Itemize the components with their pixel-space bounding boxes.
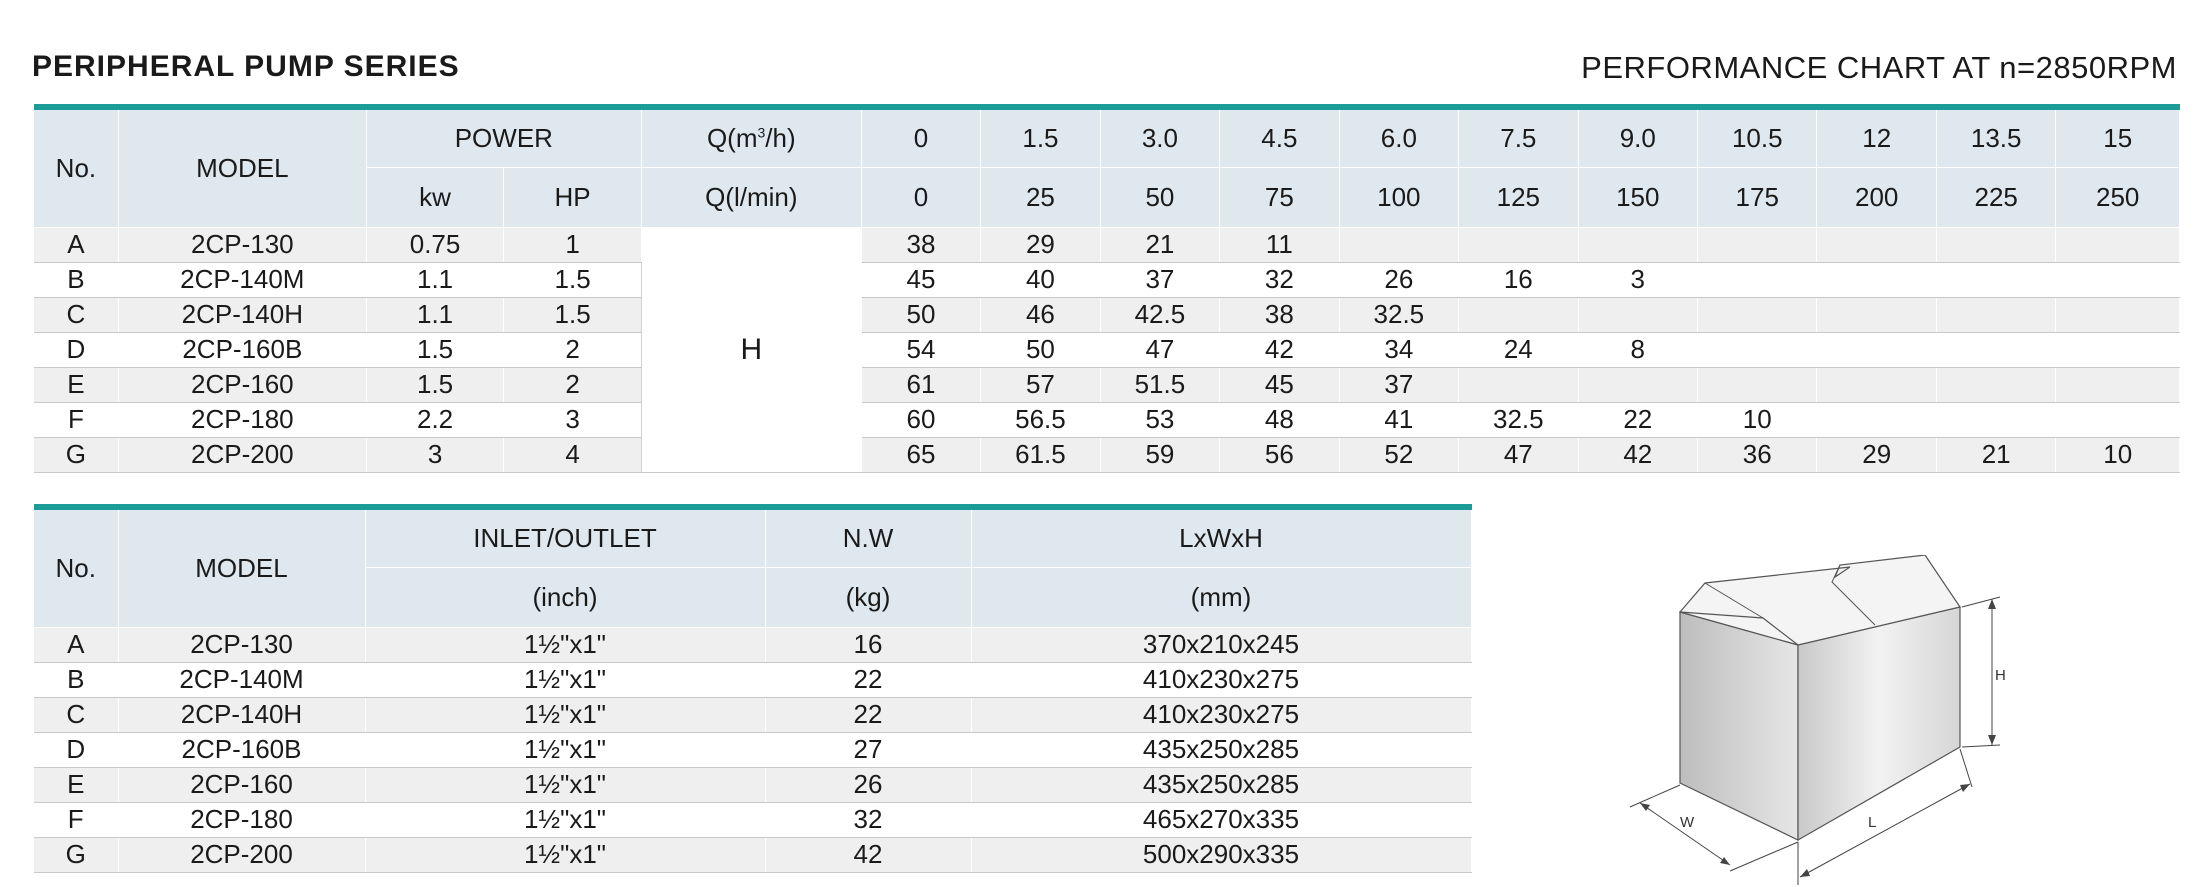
head-value: 38 [1220,297,1339,332]
col-no-header: No. [34,107,118,227]
head-value: 57 [981,367,1100,402]
row-no: D [34,732,118,767]
head-value: 10 [1698,402,1817,437]
row-lwh: 410x230x275 [971,697,1471,732]
head-value: 11 [1220,227,1339,262]
dim-col-no-header: No. [34,507,118,627]
dim-col-inlet-unit: (inch) [365,567,765,627]
head-value: 24 [1459,332,1578,367]
page-subtitle: PERFORMANCE CHART AT n=2850RPM [1581,50,2177,85]
row-kw: 3 [366,437,504,472]
row-no: F [34,402,118,437]
row-no: C [34,697,118,732]
row-inlet: 1½"x1" [365,802,765,837]
row-hp: 2 [504,367,642,402]
head-value: 32 [1220,262,1339,297]
head-value: 21 [1936,437,2055,472]
row-hp: 4 [504,437,642,472]
row-inlet: 1½"x1" [365,662,765,697]
head-value: 29 [981,227,1100,262]
head-value: 47 [1459,437,1578,472]
head-value [1817,297,1936,332]
table-row [34,332,2180,367]
q-lmin-value: 75 [1220,167,1339,227]
head-value: 41 [1339,402,1458,437]
row-no: E [34,767,118,802]
box-label-h: H [1995,667,2006,684]
head-value [1459,227,1578,262]
row-nw: 22 [765,662,971,697]
row-hp: 1.5 [504,262,642,297]
head-value [1698,367,1817,402]
row-no: E [34,367,118,402]
head-value [1936,402,2055,437]
row-model: 2CP-140M [118,262,366,297]
head-value [1936,297,2055,332]
head-value [1817,262,1936,297]
q-m3h-value: 10.5 [1698,107,1817,167]
head-value: 38 [861,227,980,262]
head-value [1936,367,2055,402]
row-model: 2CP-140H [118,297,366,332]
row-inlet: 1½"x1" [365,732,765,767]
head-value: 29 [1817,437,1936,472]
head-value: 50 [981,332,1100,367]
q-lmin-value: 100 [1339,167,1458,227]
row-no: A [34,227,118,262]
dim-col-model-header: MODEL [118,507,365,627]
row-hp: 1 [504,227,642,262]
row-no: B [34,262,118,297]
row-model: 2CP-160 [118,367,366,402]
head-value [1817,367,1936,402]
box-side-face [1680,612,1798,840]
head-value: 54 [861,332,980,367]
head-value [2056,367,2180,402]
row-kw: 1.1 [366,297,504,332]
head-value: 37 [1339,367,1458,402]
q-lmin-value: 25 [981,167,1100,227]
row-hp: 3 [504,402,642,437]
row-lwh: 465x270x335 [971,802,1471,837]
table-row [34,732,1471,767]
head-value [1817,402,1936,437]
row-inlet: 1½"x1" [365,627,765,662]
head-value: 61 [861,367,980,402]
row-lwh: 435x250x285 [971,732,1471,767]
row-kw: 0.75 [366,227,504,262]
table-row [34,402,2180,437]
row-no: D [34,332,118,367]
head-value [2056,262,2180,297]
head-value [1459,297,1578,332]
row-model: 2CP-160 [118,767,365,802]
head-value: 22 [1578,402,1697,437]
row-model: 2CP-160B [118,732,365,767]
head-value: 32.5 [1339,297,1458,332]
q-lmin-value: 0 [861,167,980,227]
row-nw: 42 [765,837,971,872]
head-value [1698,227,1817,262]
head-value [1817,332,1936,367]
head-value: 42 [1578,437,1697,472]
head-value: 59 [1100,437,1219,472]
table-row [34,697,1471,732]
head-value: 37 [1100,262,1219,297]
head-value [1936,262,2055,297]
head-value: 65 [861,437,980,472]
row-no: C [34,297,118,332]
head-value: 42.5 [1100,297,1219,332]
col-kw-header: kw [366,167,504,227]
table-row [34,262,2180,297]
head-value: 32.5 [1459,402,1578,437]
dim-col-nw-header: N.W [765,507,971,567]
head-value [1698,297,1817,332]
row-nw: 27 [765,732,971,767]
carton-box-diagram [1600,555,2020,885]
q-lmin-value: 200 [1817,167,1936,227]
col-power-header: POWER [366,107,641,167]
row-nw: 16 [765,627,971,662]
table-row [34,297,2180,332]
q-m3h-value: 9.0 [1578,107,1697,167]
head-value: 16 [1459,262,1578,297]
q-m3h-value: 7.5 [1459,107,1578,167]
row-no: F [34,802,118,837]
q-m3h-value: 0 [861,107,980,167]
head-value: 56.5 [981,402,1100,437]
row-no: G [34,437,118,472]
row-model: 2CP-140M [118,662,365,697]
head-label-cell: H [641,227,861,472]
head-value: 56 [1220,437,1339,472]
row-hp: 1.5 [504,297,642,332]
q-m3h-value: 15 [2056,107,2180,167]
head-value: 60 [861,402,980,437]
head-value [2056,297,2180,332]
row-nw: 26 [765,767,971,802]
head-value: 21 [1100,227,1219,262]
row-no: B [34,662,118,697]
head-value [1817,227,1936,262]
head-value [1936,227,2055,262]
row-model: 2CP-130 [118,627,365,662]
head-value: 3 [1578,262,1697,297]
dim-col-lwh-unit: (mm) [971,567,1471,627]
row-model: 2CP-140H [118,697,365,732]
box-front-face [1798,607,1960,840]
dimension-table [34,504,1472,873]
head-value: 48 [1220,402,1339,437]
head-value [1698,332,1817,367]
head-value: 47 [1100,332,1219,367]
head-value: 45 [1220,367,1339,402]
head-value: 10 [2056,437,2180,472]
head-value: 53 [1100,402,1219,437]
row-lwh: 500x290x335 [971,837,1471,872]
head-value: 42 [1220,332,1339,367]
row-kw: 1.5 [366,367,504,402]
head-value [2056,227,2180,262]
q-m3h-value: 4.5 [1220,107,1339,167]
head-value: 34 [1339,332,1458,367]
table-row [34,227,2180,262]
head-value: 50 [861,297,980,332]
row-model: 2CP-130 [118,227,366,262]
row-inlet: 1½"x1" [365,697,765,732]
performance-table [34,104,2180,473]
table-row [34,802,1471,837]
q-m3h-value: 3.0 [1100,107,1219,167]
head-value: 8 [1578,332,1697,367]
table-row [34,662,1471,697]
page-title: PERIPHERAL PUMP SERIES [32,50,460,83]
head-value: 36 [1698,437,1817,472]
col-q-lmin-header: Q(l/min) [641,167,861,227]
col-q-m3h-header: $Q(m^3/h)$ [641,107,861,167]
head-value [1698,262,1817,297]
row-inlet: 1½"x1" [365,837,765,872]
head-value: 40 [981,262,1100,297]
q-m3h-value: 13.5 [1936,107,2055,167]
head-value [1936,332,2055,367]
table-row [34,627,1471,662]
row-kw: 1.1 [366,262,504,297]
row-no: G [34,837,118,872]
head-value [1578,297,1697,332]
row-model: 2CP-160B [118,332,366,367]
head-value [2056,332,2180,367]
row-no: A [34,627,118,662]
table-row [34,837,1471,872]
q-m3h-value: 1.5 [981,107,1100,167]
q-lmin-value: 125 [1459,167,1578,227]
head-value: 26 [1339,262,1458,297]
head-value [1459,367,1578,402]
q-lmin-value: 225 [1936,167,2055,227]
head-value: 45 [861,262,980,297]
table-row [34,437,2180,472]
q-m3h-value: 6.0 [1339,107,1458,167]
head-value [1578,227,1697,262]
row-model: 2CP-180 [118,402,366,437]
head-value [1578,367,1697,402]
q-lmin-value: 150 [1578,167,1697,227]
row-lwh: 370x210x245 [971,627,1471,662]
q-lmin-value: 50 [1100,167,1219,227]
head-value: 51.5 [1100,367,1219,402]
row-model: 2CP-200 [118,437,366,472]
row-lwh: 435x250x285 [971,767,1471,802]
q-m3h-value: 12 [1817,107,1936,167]
head-value: 61.5 [981,437,1100,472]
head-value [2056,402,2180,437]
row-kw: 2.2 [366,402,504,437]
table-row [34,367,2180,402]
row-hp: 2 [504,332,642,367]
q-lmin-value: 250 [2056,167,2180,227]
dim-col-inlet-header: INLET/OUTLET [365,507,765,567]
box-label-l: L [1868,814,1877,831]
row-model: 2CP-180 [118,802,365,837]
head-value [1339,227,1458,262]
q-lmin-value: 175 [1698,167,1817,227]
box-label-w: W [1680,814,1695,831]
col-model-header: MODEL [118,107,366,227]
row-nw: 22 [765,697,971,732]
dim-col-lwh-header: LxWxH [971,507,1471,567]
row-kw: 1.5 [366,332,504,367]
head-value: 46 [981,297,1100,332]
col-hp-header: HP [504,167,642,227]
row-inlet: 1½"x1" [365,767,765,802]
table-row [34,767,1471,802]
dim-col-nw-unit: (kg) [765,567,971,627]
row-lwh: 410x230x275 [971,662,1471,697]
row-nw: 32 [765,802,971,837]
row-model: 2CP-200 [118,837,365,872]
head-value: 52 [1339,437,1458,472]
